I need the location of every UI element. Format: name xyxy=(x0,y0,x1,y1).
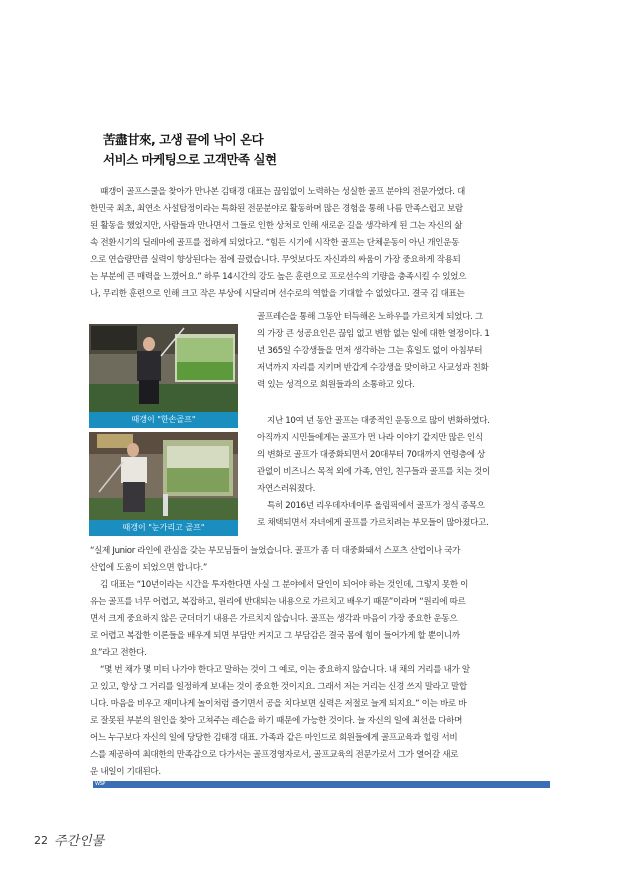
text-line: 로 잘못된 부분의 원인을 찾아 고쳐주는 레슨을 하기 때문에 가능한 것이다. 늘 자신의 일에 최선을 다하며 xyxy=(90,716,463,726)
photo-one-hand-golf xyxy=(89,324,238,428)
text-line: 면서 크게 중요하지 않은 군더더기 내용은 가르치지 않습니다. 골프는 생각과 마음이 가장 중요한 운동으 xyxy=(90,614,458,624)
text-line: 자연스러워졌다. xyxy=(257,484,316,494)
text-line: 김 대표는 “10년이라는 시간을 투자한다면 사실 그 분야에서 달인이 되어야 하는 것인데, 그렇지 못한 이 xyxy=(100,580,469,590)
text-line: 지난 10여 년 동안 골프는 대중적인 운동으로 많이 변화하였다. xyxy=(267,416,490,426)
right-column-paragraph-2 xyxy=(257,413,550,532)
headline-line-1: 苦盡甘來, 고생 끝에 낙이 온다 xyxy=(103,132,264,147)
text-line: 요”라고 전한다. xyxy=(90,648,147,658)
text-line: 으로 연습량만큼 실력이 향상된다는 점에 끌렸습니다. 무엇보다도 자신과의 싸움이 가장 중요하게 작용되 xyxy=(90,255,461,265)
text-line: 로 어렵고 복잡한 이론들을 배우게 되면 부담만 커지고 그 부담감은 결국 몸에 힘이 들어가게 할 뿐이니까 xyxy=(90,631,460,641)
right-column-paragraph-1 xyxy=(257,309,550,394)
text-line: 저녁까지 자리를 지키며 반갑게 수강생을 맞이하고 사교성과 친화 xyxy=(257,363,489,373)
text-line: 한민국 최초, 최연소 사설탐정이라는 특화된 전문분야로 활동하며 많은 경험을 통해 나름 만족스럽고 보람 xyxy=(90,204,463,214)
text-line: 는 부분에 큰 매력을 느꼈어요.” 하루 14시간의 강도 높은 훈련으로 프로선수의 기량을 충족시킬 수 있었으 xyxy=(90,272,467,282)
text-line: 로 채택되면서 자녀에게 골프를 가르치려는 부모들이 많아졌다고. xyxy=(257,518,489,528)
text-line: 특히 2016년 리우데자네이루 올림픽에서 골프가 정식 종목으 xyxy=(267,501,485,511)
text-line: 니다. 마음을 비우고 재미나게 놀이처럼 즐기면서 공을 치다보면 실력은 저절로 늘게 되지요.” 이는 바로 바 xyxy=(90,699,467,709)
text-line: 유는 골프를 너무 어렵고, 복잡하고, 원리에 반대되는 내용으로 가르치고 배우기 때문”이라며 “원리에 따르 xyxy=(90,597,466,607)
text-line: 스를 제공하여 최대한의 만족감으로 다가서는 골프경영자로서, 골프교육의 전문가로서 그가 열어갈 새로 xyxy=(90,750,459,760)
text-line: 나, 무리한 훈련으로 인해 크고 작은 부상에 시달리며 선수로의 역할을 기대할 수 없었다고. 결국 김 대표는 xyxy=(90,289,465,299)
text-line: 운 내일이 기대된다. xyxy=(90,767,161,777)
headline-line-2: 서비스 마케팅으로 고객만족 실현 xyxy=(103,152,277,167)
photo-blindfold-golf xyxy=(89,432,238,536)
intro-paragraph xyxy=(90,184,550,303)
text-line: 년 365일 수강생들을 먼저 생각하는 그는 휴일도 없이 아침부터 xyxy=(257,346,483,356)
text-line: “몇 번 채가 몇 미터 나가야 한다고 말하는 것이 그 예로, 이는 중요하지 않습니다. 내 채의 거리를 내가 알 xyxy=(100,665,470,675)
text-line: 관없이 비즈니스 목적 외에 가족, 연인, 친구들과 골프를 치는 것이 xyxy=(257,467,490,477)
magazine-logo: 주간인물 xyxy=(54,834,105,849)
photo-caption: 때갱이 "한손골프" xyxy=(89,412,238,428)
text-line: 속 전환시기의 딜레마에 골프를 접하게 되었다고. “힘든 시기에 시작한 골프는 단체운동이 아닌 개인운동 xyxy=(90,238,460,248)
text-line: 력 있는 성격으로 회원들과의 소통하고 있다. xyxy=(257,380,415,390)
photo-caption: 때갱이 "눈가리고 골프" xyxy=(89,520,238,536)
text-line: 의 가장 큰 성공요인은 끊임 없고 변함 없는 일에 대한 열정이다. 1 xyxy=(257,329,490,339)
text-line: 산업에 도움이 되었으면 합니다.” xyxy=(90,563,207,573)
page-number: 22 xyxy=(34,834,48,847)
body-paragraph xyxy=(90,543,550,788)
headline xyxy=(103,130,277,170)
text-line: 어느 누구보다 자신의 일에 당당한 김태경 대표. 가족과 같은 마인드로 회원들에게 골프교육과 힐링 서비 xyxy=(90,733,458,743)
text-line: 아직까지 시민들에게는 골프가 먼 나라 이야기 같지만 많은 인식 xyxy=(257,433,483,443)
text-line: 골프레슨을 통해 그동안 터득해온 노하우를 가르치게 되었다. 그 xyxy=(257,312,483,322)
text-line: 된 활동을 했었지만, 사람들과 만나면서 그들로 인한 상처로 인해 새로운 길을 생각하게 된 그는 자신의 삶 xyxy=(90,221,463,231)
text-line: “실제 Junior 라인에 관심을 갖는 부모님들이 늘었습니다. 골프가 좀 더 대중화돼서 스포츠 산업이나 국가 xyxy=(90,546,461,556)
text-line: 고 있고, 항상 그 거리를 일정하게 보내는 것이 중요한 것이지요. 그래서 저는 거리는 신경 쓰지 말라고 말합 xyxy=(90,682,467,692)
end-mark-badge: WSP xyxy=(93,781,550,788)
text-line-last xyxy=(90,764,550,788)
text-line: 의 변화로 골프가 대중화되면서 20대부터 70대까지 연령층에 상 xyxy=(257,450,485,460)
text-line: 떄갱이 골프스쿨을 찾아가 만나본 김태경 대표는 끊임없이 노력하는 성실한 골프 분야의 전문가였다. 대 xyxy=(100,187,465,197)
